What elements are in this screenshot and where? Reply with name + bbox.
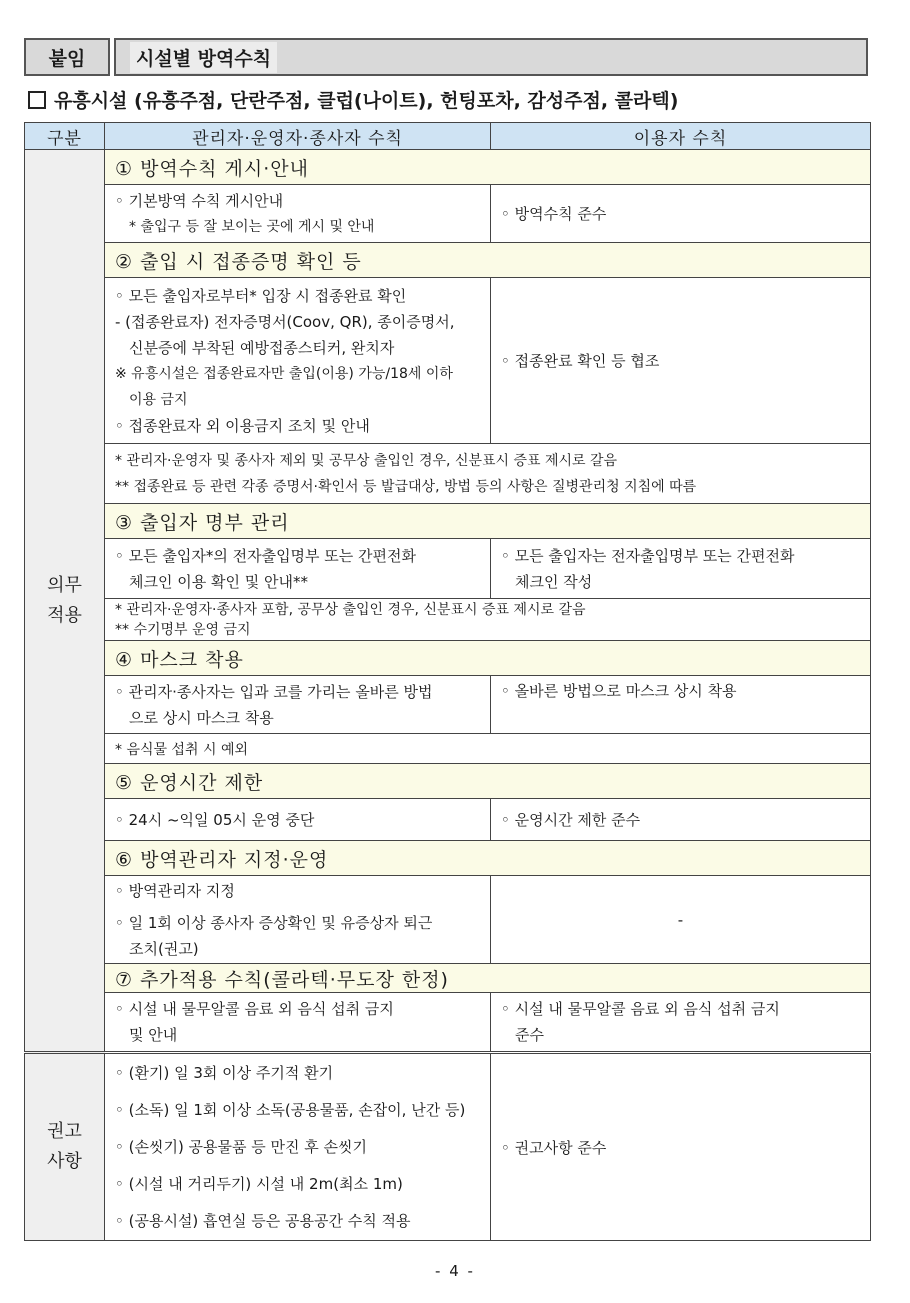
list-item: ◦ 관리자·종사자는 입과 코를 가리는 올바른 방법 [115, 682, 433, 701]
list-item: 신분증에 부착된 예방접종스티커, 완치자 [129, 338, 395, 357]
list-item: ◦ (시설 내 거리두기) 시설 내 2m(최소 1m) [115, 1174, 403, 1193]
section-heading-6: ⑥ 방역관리자 지정·운영 [105, 841, 871, 876]
list-item: 조치(권고) [129, 939, 199, 958]
checkbox-icon [28, 91, 46, 109]
section-heading-7: ⑦ 추가적용 수칙(콜라텍·무도장 한정) [105, 964, 871, 993]
s2-user-cell: ◦ 접종완료 확인 등 협조 [491, 278, 871, 444]
footnote: * 관리자·운영자 및 종사자 제외 및 공무상 출입인 경우, 신분표시 증표 제시로 갈음 [115, 452, 618, 469]
s4-note: * 음식물 섭취 시 예외 [105, 734, 871, 764]
list-item: ◦ 시설 내 물무알콜 음료 외 음식 섭취 금지 [115, 1000, 394, 1018]
quarantine-rules-table [24, 122, 871, 1241]
list-item: - (접종완료자) 전자증명서(Coov, QR), 종이증명서, [115, 312, 455, 331]
header-title: 시설별 방역수칙 [130, 42, 277, 73]
list-item: 준수 [515, 1026, 544, 1044]
s1-user-cell: ◦ 방역수칙 준수 [491, 185, 871, 243]
s6-user-cell: - [491, 876, 871, 964]
col-header-category: 구분 [25, 123, 105, 150]
attachment-tag: 붙임 [24, 38, 110, 76]
table-header-row [25, 123, 871, 150]
note-text: * 출입구 등 잘 보이는 곳에 게시 및 안내 [129, 218, 375, 235]
page-number: - 4 - [435, 1262, 475, 1280]
list-item: 체크인 작성 [515, 572, 593, 591]
s3-user-cell [491, 539, 871, 599]
section-heading-4: ④ 마스크 착용 [105, 641, 871, 676]
list-item: ◦ 모든 출입자로부터* 입장 시 접종완료 확인 [115, 286, 407, 305]
list-item: 으로 상시 마스크 착용 [129, 708, 274, 727]
note-text: ※ 유흥시설은 접종완료자만 출입(이용) 가능/18세 이하 [115, 365, 453, 382]
list-item: ◦ (환기) 일 3회 이상 주기적 환기 [115, 1063, 334, 1082]
section-heading-2: ② 출입 시 접종증명 확인 등 [105, 243, 871, 278]
s3-notes [105, 599, 871, 641]
s3-manager-cell [105, 539, 491, 599]
category-recommended-label: 권고 사항 [47, 1121, 82, 1172]
subtitle-text: 유흥시설 (유흥주점, 단란주점, 클럽(나이트), 헌팅포차, 감성주점, 콜라텍) [54, 90, 679, 112]
note-text: 이용 금지 [129, 391, 188, 408]
s6-manager-cell [105, 876, 491, 964]
s4-manager-cell [105, 676, 491, 734]
list-item: ◦ 기본방역 수칙 게시안내 [115, 191, 284, 210]
s4-user-cell: ◦ 올바른 방법으로 마스크 상시 착용 [491, 676, 871, 734]
footnote: ** 접종완료 등 관련 각종 증명서·확인서 등 발급대상, 방법 등의 사항은 질병관리청 지침에 따름 [115, 478, 697, 495]
footnote: * 관리자·운영자·종사자 포함, 공무상 출입인 경우, 신분표시 증표 제시로 갈음 [115, 601, 586, 618]
list-item: ◦ 모든 출입자*의 전자출입명부 또는 간편전화 [115, 546, 417, 565]
attachment-header [24, 38, 868, 80]
section-heading-3: ③ 출입자 명부 관리 [105, 504, 871, 539]
recommend-manager-cell [105, 1053, 491, 1241]
category-mandatory-label: 의무 적용 [47, 574, 82, 626]
s5-user-cell: ◦ 운영시간 제한 준수 [491, 799, 871, 841]
s7-user-cell [491, 993, 871, 1053]
section-heading-1: ① 방역수칙 게시·안내 [105, 150, 871, 185]
list-item: 체크인 이용 확인 및 안내** [129, 572, 308, 591]
list-item: ◦ 모든 출입자는 전자출입명부 또는 간편전화 [501, 546, 795, 565]
list-item: ◦ 시설 내 물무알콜 음료 외 음식 섭취 금지 [501, 1000, 780, 1018]
list-item: 및 안내 [129, 1026, 178, 1044]
col-header-manager: 관리자·운영자·종사자 수칙 [105, 123, 491, 150]
header-title-box [114, 38, 868, 76]
s1-manager-cell [105, 185, 491, 243]
category-mandatory [25, 150, 105, 1053]
s7-manager-cell [105, 993, 491, 1053]
list-item: ◦ 접종완료자 외 이용금지 조치 및 안내 [115, 416, 370, 435]
s2-notes [105, 444, 871, 504]
section-subtitle [28, 86, 678, 113]
col-header-user: 이용자 수칙 [491, 123, 871, 150]
s2-manager-cell [105, 278, 491, 444]
footnote: ** 수기명부 운영 금지 [115, 621, 251, 638]
list-item: ◦ (손씻기) 공용물품 등 만진 후 손씻기 [115, 1137, 368, 1156]
recommend-user-cell: ◦ 권고사항 준수 [491, 1053, 871, 1241]
list-item: ◦ (소독) 일 1회 이상 소독(공용물품, 손잡이, 난간 등) [115, 1100, 466, 1119]
list-item: ◦ 방역관리자 지정 [115, 881, 235, 900]
list-item: ◦ (공용시설) 흡연실 등은 공용공간 수칙 적용 [115, 1211, 411, 1230]
list-item: ◦ 일 1회 이상 종사자 증상확인 및 유증상자 퇴근 [115, 913, 433, 932]
s5-manager-cell: ◦ 24시 ~익일 05시 운영 중단 [105, 799, 491, 841]
section-heading-5: ⑤ 운영시간 제한 [105, 764, 871, 799]
category-recommended [25, 1053, 105, 1241]
